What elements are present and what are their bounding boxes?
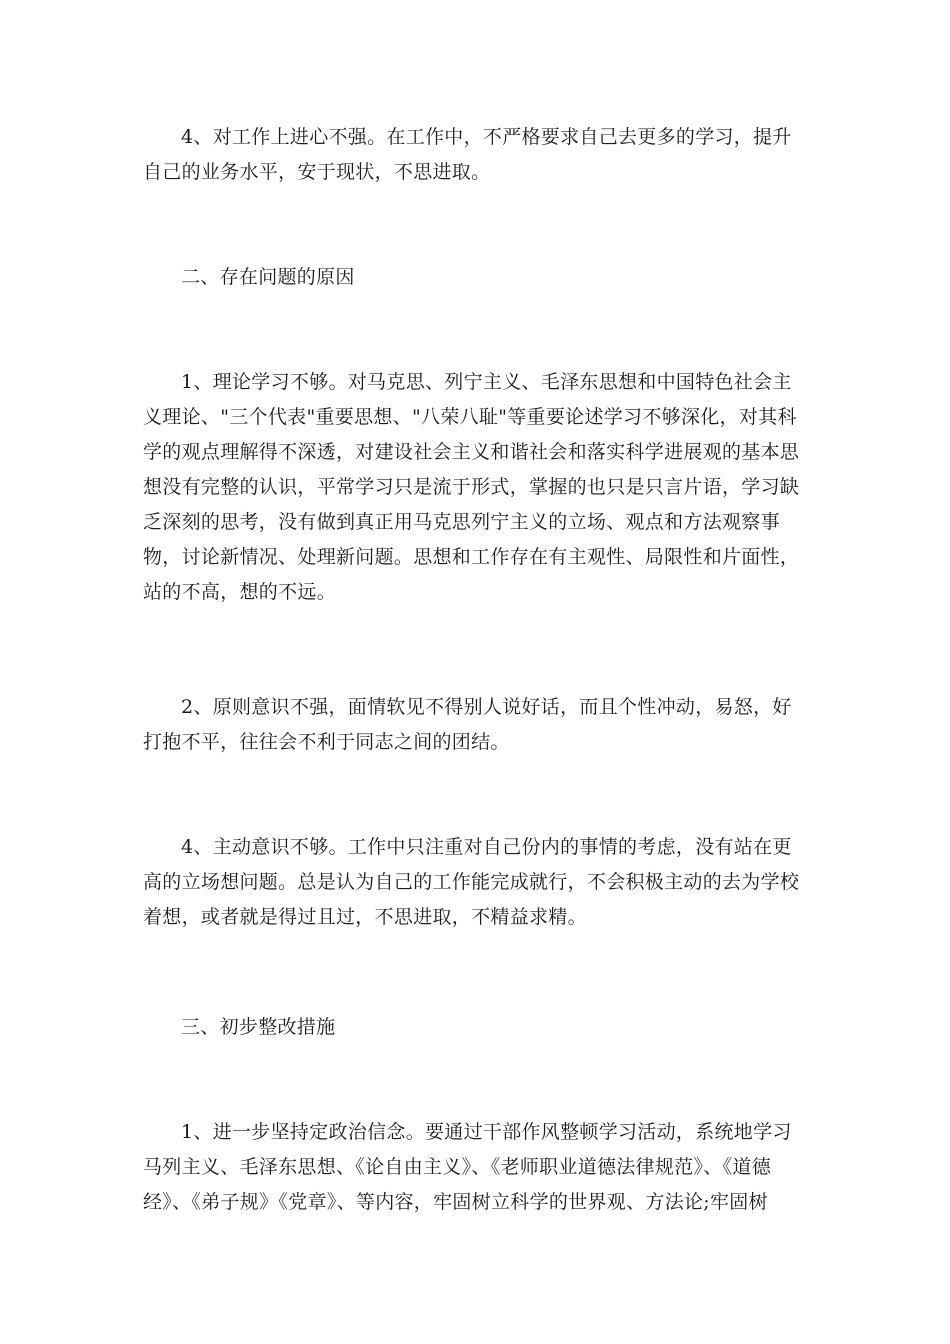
paragraph-work-motivation: 4、对工作上进心不强。在工作中，不严格要求自己去更多的学习，提升自己的业务水平，安于现状，不思进取。 [143,126,792,183]
paragraph-principle-awareness: 2、原则意识不强，面情软见不得别人说好话，而且个性冲动，易怒，好打抱不平，往往会不利于同志之间的团结。 [143,696,792,753]
paragraph-theory-study: 1、理论学习不够。对马克思、列宁主义、毛泽东思想和中国特色社会主义理论、"三个代表"重要思想、"八荣八耻"等重要论述学习不够深化，对其科学的观点理解得不深透，对建设社会主义和谐社会和落实科学进展观的基本思想没有完整的认识，平常学习只是流于形式，掌握的也只是只言片语，学习缺乏深刻的思考，没有做到真正用马克思列宁主义的立场、观点和方法观察事物，讨论新情况、处理新问题。思想和工作存在有主观性、局限性和片面性，站的不高，想的不远。 [143,371,800,603]
paragraph-initiative-awareness: 4、主动意识不够。工作中只注重对自己份内的事情的考虑，没有站在更高的立场想问题。总是认为自己的工作能完成就行，不会积极主动的去为学校着想，或者就是得过且过，不思进取，不精益求精。 [143,836,800,928]
paragraph-political-belief: 1、进一步坚持定政治信念。要通过干部作风整顿学习活动，系统地学习马列主义、毛泽东思想、《论自由主义》、《老师职业道德法律规范》、《道德经》、《弟子规》《党章》、等内容，牢固树立科学的世界观、方法论;牢固树 [143,1121,792,1213]
section-heading-rectification: 三、初步整改措施 [181,1016,336,1038]
section-heading-causes: 二、存在问题的原因 [181,266,355,288]
